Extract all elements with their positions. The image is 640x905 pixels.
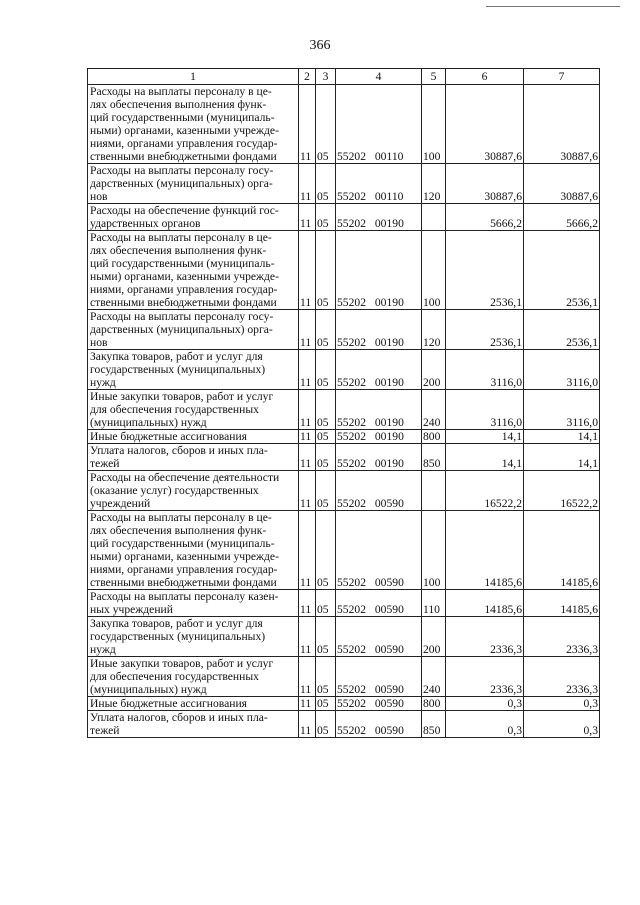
row-subsection: 05 [316,657,336,697]
table-row [88,430,600,444]
header-col-2: 2 [299,69,316,85]
row-section: 11 [299,711,316,738]
row-expense-type: 850 [422,444,446,471]
row-section: 11 [299,511,316,590]
row-subsection: 05 [316,471,336,511]
row-section: 11 [299,697,316,711]
row-section: 11 [299,310,316,350]
header-col-4: 4 [336,69,422,85]
table-row [88,711,600,738]
row-amount-1: 14185,6 [446,590,524,617]
table-row [88,657,600,697]
row-amount-1: 3116,0 [446,390,524,430]
row-name: Уплата налогов, сборов и иных пла- тежей [88,711,299,738]
row-subsection: 05 [316,310,336,350]
table-row [88,617,600,657]
row-amount-1: 2536,1 [446,231,524,310]
page-number: 366 [309,38,331,53]
row-amount-1: 14,1 [446,444,524,471]
row-amount-2: 2536,1 [524,310,600,350]
row-section: 11 [299,350,316,390]
row-subsection: 05 [316,590,336,617]
row-amount-1: 14185,6 [446,511,524,590]
table-row [88,590,600,617]
row-target-article: 55202 00590 [336,711,422,738]
row-expense-type: 800 [422,430,446,444]
row-amount-2: 16522,2 [524,471,600,511]
row-amount-2: 14185,6 [524,511,600,590]
row-subsection: 05 [316,164,336,204]
row-target-article: 55202 00590 [336,697,422,711]
row-subsection: 05 [316,204,336,231]
row-name: Расходы на выплаты персоналу в це- лях обеспечения выполнения функ- ций государственными (муниципаль- ными) органами, казенными учрежде- ниями, органами управления государ- ственными внебюджетными фондами [88,511,299,590]
header-col-5: 5 [422,69,446,85]
table-row [88,444,600,471]
row-amount-1: 30887,6 [446,164,524,204]
row-section: 11 [299,617,316,657]
row-subsection: 05 [316,430,336,444]
row-amount-1: 14,1 [446,430,524,444]
row-name: Иные закупки товаров, работ и услуг для обеспечения государственных (муниципальных) нужд [88,390,299,430]
row-section: 11 [299,444,316,471]
table-header-row [88,69,600,85]
row-subsection: 05 [316,511,336,590]
table-row [88,471,600,511]
row-expense-type: 200 [422,617,446,657]
row-expense-type [422,204,446,231]
row-expense-type: 800 [422,697,446,711]
row-section: 11 [299,204,316,231]
row-target-article: 55202 00590 [336,657,422,697]
header-col-7: 7 [524,69,600,85]
row-name: Расходы на обеспечение деятельности (оказание услуг) государственных учреждений [88,471,299,511]
row-amount-1: 3116,0 [446,350,524,390]
row-expense-type: 240 [422,657,446,697]
row-amount-1: 2336,3 [446,617,524,657]
row-section: 11 [299,85,316,164]
row-target-article: 55202 00190 [336,350,422,390]
row-target-article: 55202 00110 [336,85,422,164]
row-expense-type: 110 [422,590,446,617]
row-amount-2: 5666,2 [524,204,600,231]
row-expense-type: 100 [422,231,446,310]
row-amount-2: 0,3 [524,711,600,738]
row-subsection: 05 [316,350,336,390]
row-name: Закупка товаров, работ и услуг для государственных (муниципальных) нужд [88,350,299,390]
scan-artifact-line [486,6,620,7]
row-expense-type: 100 [422,511,446,590]
row-amount-1: 16522,2 [446,471,524,511]
row-target-article: 55202 00190 [336,231,422,310]
table-row [88,164,600,204]
row-name: Закупка товаров, работ и услуг для государственных (муниципальных) нужд [88,617,299,657]
row-amount-2: 3116,0 [524,390,600,430]
row-amount-2: 14185,6 [524,590,600,617]
table-row [88,310,600,350]
table-row [88,511,600,590]
row-target-article: 55202 00590 [336,471,422,511]
row-target-article: 55202 00190 [336,390,422,430]
row-name: Расходы на выплаты персоналу госу- дарственных (муниципальных) орга- нов [88,164,299,204]
table-row [88,204,600,231]
row-expense-type: 200 [422,350,446,390]
row-section: 11 [299,590,316,617]
row-amount-2: 30887,6 [524,85,600,164]
row-amount-1: 2536,1 [446,310,524,350]
row-subsection: 05 [316,85,336,164]
row-subsection: 05 [316,711,336,738]
row-subsection: 05 [316,617,336,657]
budget-table [87,68,600,738]
row-subsection: 05 [316,697,336,711]
row-target-article: 55202 00190 [336,310,422,350]
row-expense-type: 120 [422,310,446,350]
row-expense-type: 850 [422,711,446,738]
row-expense-type [422,471,446,511]
row-name: Иные бюджетные ассигнования [88,697,299,711]
row-target-article: 55202 00190 [336,444,422,471]
table-body [88,85,600,738]
row-section: 11 [299,471,316,511]
table-row [88,85,600,164]
row-target-article: 55202 00110 [336,164,422,204]
row-subsection: 05 [316,444,336,471]
row-name: Уплата налогов, сборов и иных пла- тежей [88,444,299,471]
row-amount-2: 30887,6 [524,164,600,204]
row-name: Расходы на обеспечение функций гос- ударственных органов [88,204,299,231]
row-section: 11 [299,430,316,444]
row-name: Иные закупки товаров, работ и услуг для обеспечения государственных (муниципальных) нужд [88,657,299,697]
row-expense-type: 240 [422,390,446,430]
header-col-1: 1 [88,69,299,85]
row-name: Расходы на выплаты персоналу в це- лях обеспечения выполнения функ- ций государственными (муниципаль- ными) органами, казенными учрежде- ниями, органами управления государ- ственными внебюджетными фондами [88,85,299,164]
row-section: 11 [299,390,316,430]
row-expense-type: 120 [422,164,446,204]
row-name: Расходы на выплаты персоналу в це- лях обеспечения выполнения функ- ций государственными (муниципаль- ными) органами, казенными учрежде- ниями, органами управления государ- ственными внебюджетными фондами [88,231,299,310]
row-amount-1: 0,3 [446,697,524,711]
row-amount-2: 2536,1 [524,231,600,310]
table-row [88,350,600,390]
row-subsection: 05 [316,390,336,430]
row-target-article: 55202 00590 [336,590,422,617]
row-amount-2: 14,1 [524,444,600,471]
row-name: Иные бюджетные ассигнования [88,430,299,444]
table-row [88,231,600,310]
row-amount-2: 2336,3 [524,657,600,697]
row-amount-1: 5666,2 [446,204,524,231]
row-section: 11 [299,231,316,310]
row-target-article: 55202 00590 [336,617,422,657]
table-row [88,697,600,711]
row-amount-1: 30887,6 [446,85,524,164]
row-name: Расходы на выплаты персоналу казен- ных учреждений [88,590,299,617]
row-amount-1: 0,3 [446,711,524,738]
row-target-article: 55202 00190 [336,204,422,231]
row-target-article: 55202 00590 [336,511,422,590]
row-amount-2: 14,1 [524,430,600,444]
row-amount-2: 2336,3 [524,617,600,657]
row-subsection: 05 [316,231,336,310]
row-section: 11 [299,657,316,697]
row-amount-2: 0,3 [524,697,600,711]
row-amount-1: 2336,3 [446,657,524,697]
header-col-3: 3 [316,69,336,85]
table-row [88,390,600,430]
row-amount-2: 3116,0 [524,350,600,390]
row-target-article: 55202 00190 [336,430,422,444]
header-col-6: 6 [446,69,524,85]
row-name: Расходы на выплаты персоналу госу- дарственных (муниципальных) орга- нов [88,310,299,350]
row-expense-type: 100 [422,85,446,164]
row-section: 11 [299,164,316,204]
